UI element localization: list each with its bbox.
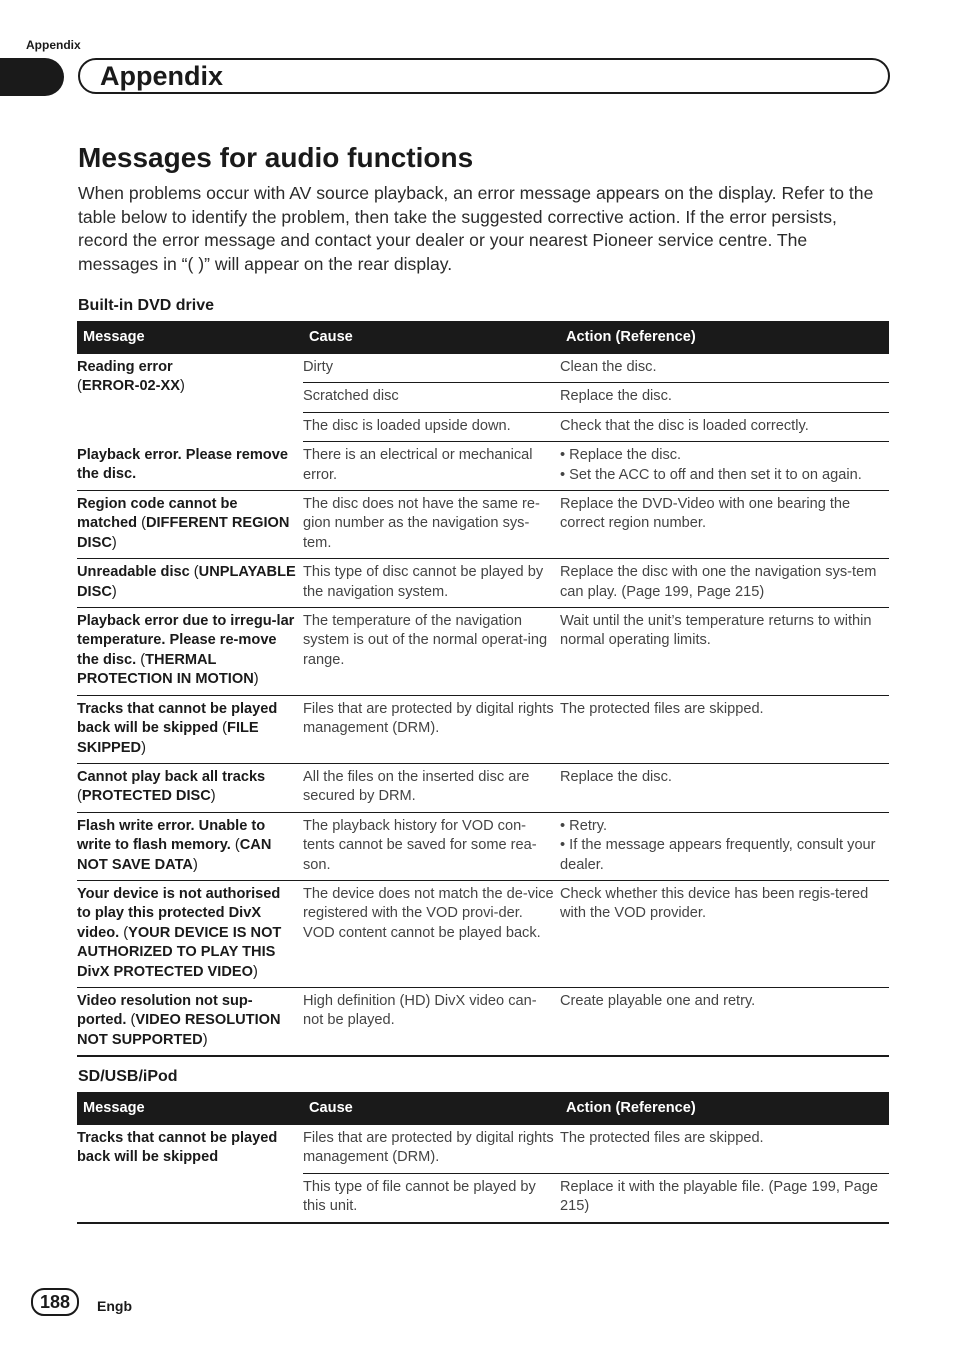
table-row bbox=[77, 491, 889, 559]
language-code: Engb bbox=[97, 1298, 132, 1314]
table-row bbox=[77, 608, 889, 696]
table-row bbox=[77, 695, 889, 763]
table-header-row bbox=[77, 321, 889, 354]
action-cell: Clean the disc. bbox=[560, 354, 889, 383]
action-cell: Replace the disc. bbox=[560, 383, 889, 412]
action-cell: The protected files are skipped. bbox=[560, 1125, 889, 1173]
section-tab-marker bbox=[0, 58, 64, 96]
cause-cell: All the files on the inserted disc are secured by DRM. bbox=[303, 763, 560, 812]
cause-cell: Files that are protected by digital rights management (DRM). bbox=[303, 695, 560, 763]
header-message: Message bbox=[77, 1092, 303, 1125]
action-cell: Replace it with the playable file. (Page 199, Page 215) bbox=[560, 1173, 889, 1222]
cause-cell: There is an electrical or mechanical error. bbox=[303, 442, 560, 491]
message-cell: Reading error (ERROR-02-XX) bbox=[77, 359, 185, 395]
cause-cell: This type of file cannot be played by this unit. bbox=[303, 1173, 560, 1222]
action-cell: Replace the disc with one the navigation sys-tem can play. (Page 199, Page 215) bbox=[560, 559, 889, 608]
cause-cell: The playback history for VOD con-tents cannot be saved for some rea-son. bbox=[303, 812, 560, 880]
cause-cell: The temperature of the navigation system is out of the normal operat-ing range. bbox=[303, 608, 560, 696]
message-cell: Your device is not authorised to play this protected DivX video. (YOUR DEVICE IS NOT AUTHORIZED TO PLAY THIS DivX PROTECTED VIDEO) bbox=[77, 880, 303, 987]
cause-cell: The device does not match the de-vice registered with the VOD provi-der. VOD content cannot be played back. bbox=[303, 880, 560, 987]
page-number: 188 bbox=[31, 1288, 79, 1316]
sd-messages-table bbox=[77, 1092, 889, 1224]
section-title: Appendix bbox=[100, 61, 224, 91]
table-row bbox=[77, 880, 889, 987]
action-cell: Wait until the unit’s temperature returns to within normal operating limits. bbox=[560, 608, 889, 696]
header-cause: Cause bbox=[303, 1092, 560, 1125]
header-action: Action (Reference) bbox=[560, 321, 889, 354]
header-action: Action (Reference) bbox=[560, 1092, 889, 1125]
dvd-subheading: Built-in DVD drive bbox=[78, 297, 215, 314]
cause-cell: This type of disc cannot be played by the navigation system. bbox=[303, 559, 560, 608]
message-cell: Tracks that cannot be played back will be skipped (FILE SKIPPED) bbox=[77, 695, 303, 763]
message-cell: Video resolution not sup-ported. (VIDEO RESOLUTION NOT SUPPORTED) bbox=[77, 987, 303, 1056]
message-cell: Playback error. Please remove the disc. bbox=[77, 442, 303, 491]
message-cell: Tracks that cannot be played back will be skipped bbox=[77, 1125, 303, 1223]
table-row bbox=[77, 987, 889, 1056]
table-row bbox=[77, 1125, 889, 1173]
message-cell: Flash write error. Unable to write to flash memory. (CAN NOT SAVE DATA) bbox=[77, 812, 303, 880]
intro-paragraph: When problems occur with AV source playback, an error message appears on the display. Refer to the table below to identify the problem, then take the suggested corrective action. If the error persists, record the error message and contact your dealer or your nearest Pioneer service centre. The messages in “( )” will appear on the rear display. bbox=[78, 183, 874, 274]
page-title: Messages for audio functions bbox=[78, 142, 474, 173]
dvd-messages-table bbox=[77, 321, 889, 1057]
action-cell: Check that the disc is loaded correctly. bbox=[560, 412, 889, 441]
message-cell: Unreadable disc (UNPLAYABLE DISC) bbox=[77, 559, 303, 608]
cause-cell: Scratched disc bbox=[303, 383, 560, 412]
action-cell: The protected files are skipped. bbox=[560, 695, 889, 763]
action-cell: • Replace the disc. • Set the ACC to off and then set it to on again. bbox=[560, 442, 889, 491]
action-cell: Replace the DVD-Video with one bearing the correct region number. bbox=[560, 491, 889, 559]
action-cell: • Retry. • If the message appears frequently, consult your dealer. bbox=[560, 812, 889, 880]
cause-cell: The disc does not have the same re-gion number as the navigation sys-tem. bbox=[303, 491, 560, 559]
header-cause: Cause bbox=[303, 321, 560, 354]
table-row bbox=[77, 354, 889, 383]
table-row bbox=[77, 442, 889, 491]
action-cell: Create playable one and retry. bbox=[560, 987, 889, 1056]
message-cell: Region code cannot be matched (DIFFERENT REGION DISC) bbox=[77, 491, 303, 559]
action-cell: Check whether this device has been regis-tered with the VOD provider. bbox=[560, 880, 889, 987]
table-row bbox=[77, 812, 889, 880]
running-head: Appendix bbox=[26, 38, 81, 52]
message-cell: Cannot play back all tracks (PROTECTED DISC) bbox=[77, 763, 303, 812]
cause-cell: The disc is loaded upside down. bbox=[303, 412, 560, 441]
cause-cell: Dirty bbox=[303, 354, 560, 383]
cause-cell: High definition (HD) DivX video can-not be played. bbox=[303, 987, 560, 1056]
sd-subheading: SD/USB/iPod bbox=[78, 1068, 178, 1085]
message-cell: Playback error due to irregu-lar temperature. Please re-move the disc. (THERMAL PROTECTION IN MOTION) bbox=[77, 608, 303, 696]
header-message: Message bbox=[77, 321, 303, 354]
section-header bbox=[78, 58, 890, 94]
table-row bbox=[77, 559, 889, 608]
table-row bbox=[77, 763, 889, 812]
action-cell: Replace the disc. bbox=[560, 763, 889, 812]
table-header-row bbox=[77, 1092, 889, 1125]
cause-cell: Files that are protected by digital rights management (DRM). bbox=[303, 1125, 560, 1173]
